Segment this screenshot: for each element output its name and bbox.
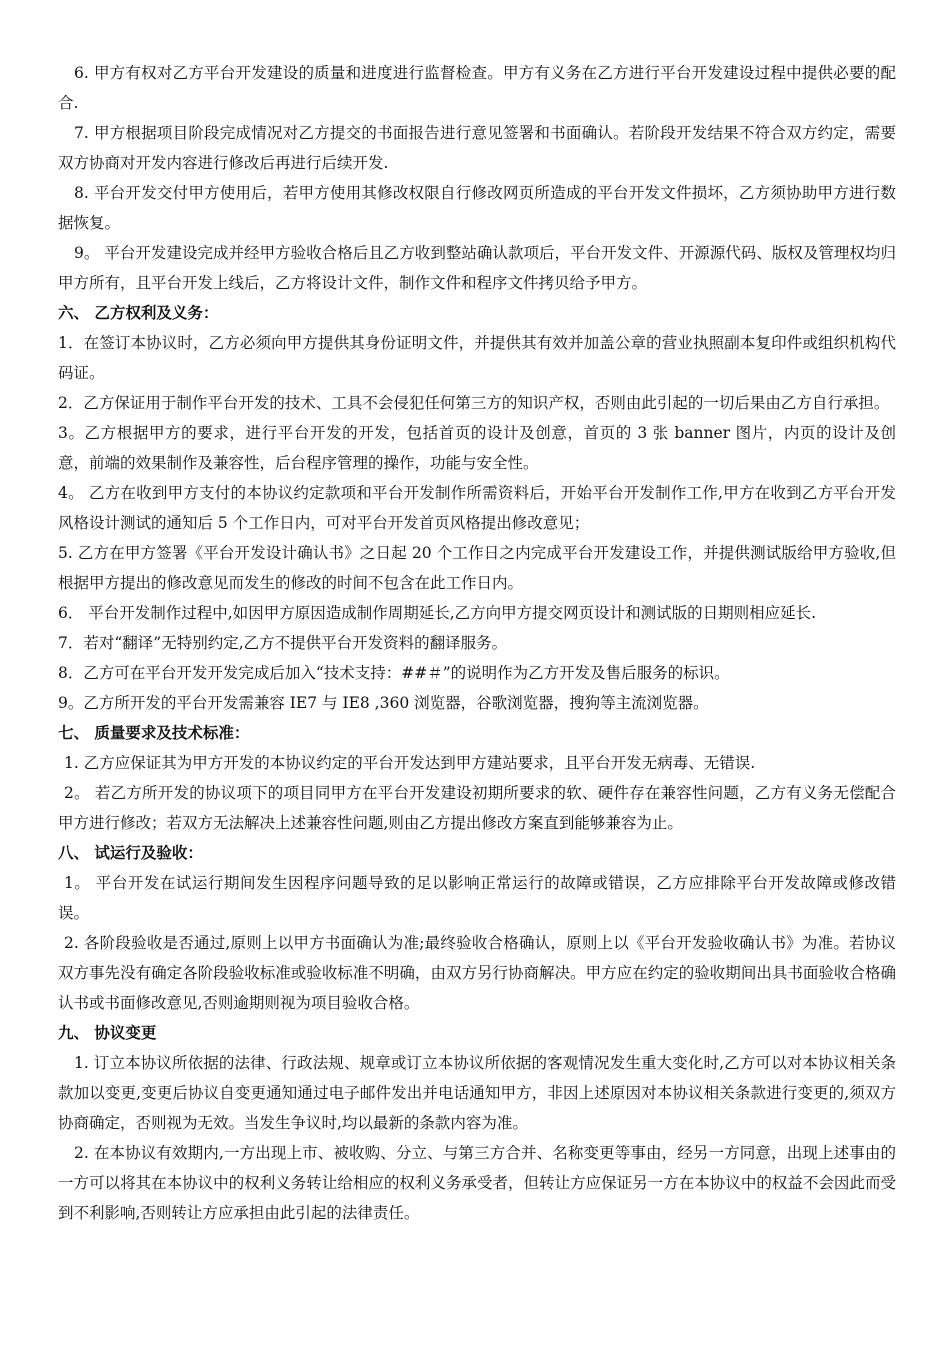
clause-5-7: 7. 甲方根据项目阶段完成情况对乙方提交的书面报告进行意见签署和书面确认。若阶段开发结果不符合双方约定，需要双方协商对开发内容进行修改后再进行后续开发. bbox=[58, 124, 896, 172]
clause-9-1: 1. 订立本协议所依据的法律、行政法规、规章或订立本协议所依据的客观情况发生重大变化时,乙方可以对本协议相关条款加以变更,变更后协议自变更通知通过电子邮件发出并电话通知甲方，非因上述原因对本协议相关条款进行变更的,须双方协商确定，否则视为无效。当发生争议时,均以最新的条款内容为准。 bbox=[58, 1054, 896, 1132]
clause-9-2: 2. 在本协议有效期内,一方出现上市、被收购、分立、与第三方合并、名称变更等事由，经另一方同意，出现上述事由的一方可以将其在本协议中的权利义务转让给相应的权利义务承受者，但转让方应保证另一方在本协议中的权益不会因此而受到不利影响,否则转让方应承担由此引起的法律责任。 bbox=[58, 1144, 896, 1222]
clause-6-6: 6． 平台开发制作过程中,如因甲方原因造成制作周期延长,乙方向甲方提交网页设计和测试版的日期则相应延长. bbox=[58, 604, 817, 622]
clause-7-2: 2。 若乙方所开发的协议项下的项目同甲方在平台开发建设初期所要求的软、硬件存在兼容性问题，乙方有义务无偿配合甲方进行修改；若双方无法解决上述兼容性问题,则由乙方提出修改方案直到能够兼容为止。 bbox=[58, 784, 896, 832]
section-8-heading: 八、 试运行及验收： bbox=[58, 843, 203, 862]
document-page bbox=[58, 58, 896, 1228]
clause-6-8: 8．乙方可在平台开发开发完成后加入“技术支持：##＃”的说明作为乙方开发及售后服务的标识。 bbox=[58, 664, 730, 682]
clause-5-8: 8. 平台开发交付甲方使用后，若甲方使用其修改权限自行修改网页所造成的平台开发文件损坏，乙方须协助甲方进行数据恢复。 bbox=[58, 184, 896, 232]
clause-6-3: 3。乙方根据甲方的要求，进行平台开发的开发，包括首页的设计及创意，首页的 3 张 banner 图片，内页的设计及创意，前端的效果制作及兼容性，后台程序管理的操作，功能与安全性。 bbox=[58, 424, 896, 472]
clause-5-9: 9。 平台开发建设完成并经甲方验收合格后且乙方收到整站确认款项后，平台开发文件、开源源代码、版权及管理权均归甲方所有，且平台开发上线后，乙方将设计文件，制作文件和程序文件拷贝给予甲方。 bbox=[58, 244, 896, 292]
clause-6-5: 5. 乙方在甲方签署《平台开发设计确认书》之日起 20 个工作日之内完成平台开发建设工作，并提供测试版给甲方验收,但根据甲方提出的修改意见而发生的修改的时间不包含在此工作日内。 bbox=[58, 544, 896, 592]
clause-6-7: 7．若对“翻译”无特别约定,乙方不提供平台开发资料的翻译服务。 bbox=[58, 634, 508, 652]
clause-6-9: 9。乙方所开发的平台开发需兼容 IE7 与 IE8 ,360 浏览器，谷歌浏览器，搜狗等主流浏览器。 bbox=[58, 694, 709, 712]
clause-7-1: 1. 乙方应保证其为甲方开发的本协议约定的平台开发达到甲方建站要求，且平台开发无病毒、无错误. bbox=[64, 754, 756, 772]
clause-6-1: 1．在签订本协议时，乙方必须向甲方提供其身份证明文件，并提供其有效并加盖公章的营业执照副本复印件或组织机构代码证。 bbox=[58, 334, 896, 382]
clause-6-4: 4。 乙方在收到甲方支付的本协议约定款项和平台开发制作所需资料后，开始平台开发制作工作,甲方在收到乙方平台开发风格设计测试的通知后 5 个工作日内，可对平台开发首页风格提出修改意见； bbox=[58, 484, 896, 532]
section-9-heading: 九、 协议变更 bbox=[58, 1023, 157, 1042]
section-6-heading: 六、 乙方权利及义务： bbox=[58, 303, 219, 322]
clause-8-1: 1。 平台开发在试运行期间发生因程序问题导致的足以影响正常运行的故障或错误，乙方应排除平台开发故障或修改错误。 bbox=[58, 874, 896, 922]
clause-6-2: 2．乙方保证用于制作平台开发的技术、工具不会侵犯任何第三方的知识产权，否则由此引起的一切后果由乙方自行承担。 bbox=[58, 394, 890, 412]
clause-5-6: 6. 甲方有权对乙方平台开发建设的质量和进度进行监督检查。甲方有义务在乙方进行平台开发建设过程中提供必要的配合. bbox=[58, 64, 896, 112]
section-7-heading: 七、 质量要求及技术标准： bbox=[58, 723, 250, 742]
clause-8-2: 2. 各阶段验收是否通过,原则上以甲方书面确认为准;最终验收合格确认，原则上以《平台开发验收确认书》为准。若协议双方事先没有确定各阶段验收标准或验收标准不明确，由双方另行协商解决。甲方应在约定的验收期间出具书面验收合格确认书或书面修改意见,否则逾期则视为项目验收合格。 bbox=[58, 934, 896, 1012]
